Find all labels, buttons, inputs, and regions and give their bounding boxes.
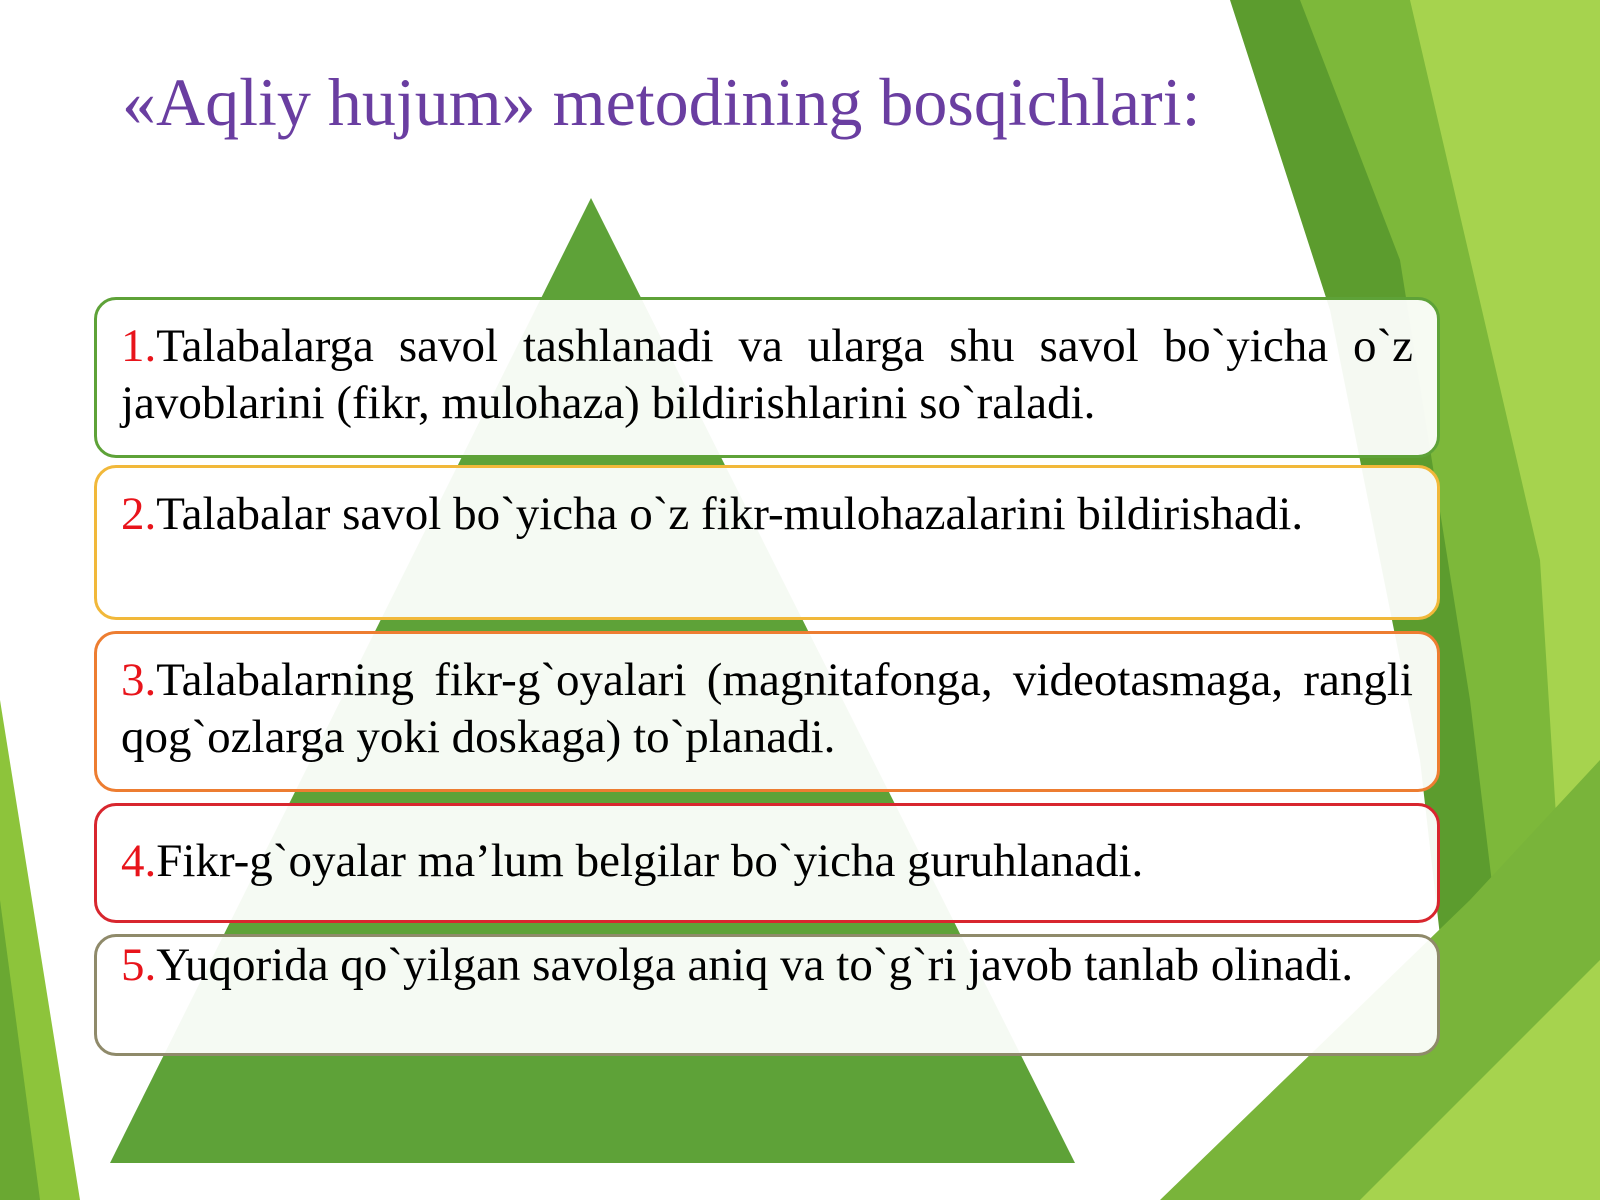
step-text-3 — [121, 652, 1413, 766]
step-box-5 — [94, 934, 1440, 1056]
step-number-5: 5. — [121, 939, 157, 991]
step-label-4: Fikr-g`oyalar ma’lum belgilar bo`yicha guruhlanadi. — [156, 835, 1144, 887]
step-text-4 — [121, 833, 1413, 890]
step-number-3: 3. — [121, 654, 157, 706]
step-box-1 — [94, 297, 1440, 458]
step-label-3: Talabalarning fikr-g`oyalari (magnitafonga, videotasmaga, rangli qog`ozlarga yoki doskaga) to`planadi. — [121, 654, 1413, 763]
slide-title: «Aqliy hujum» metodining bosqichlari: — [122, 64, 1201, 140]
step-label-2: Talabalar savol bo`yicha o`z fikr-mulohazalarini bildirishadi. — [156, 488, 1304, 540]
step-number-1: 1. — [121, 320, 157, 372]
step-label-5: Yuqorida qo`yilgan savolga aniq va to`g`ri javob tanlab olinadi. — [156, 939, 1354, 991]
step-box-3 — [94, 631, 1440, 792]
step-text-5 — [121, 937, 1413, 994]
step-label-1: Talabalarga savol tashlanadi va ularga shu savol bo`yicha o`z javoblarini (fikr, mulohaza) bildirishlarini so`raladi. — [121, 320, 1413, 429]
step-box-4 — [94, 803, 1440, 923]
step-number-4: 4. — [121, 835, 157, 887]
step-number-2: 2. — [121, 488, 157, 540]
step-text-2 — [121, 486, 1413, 543]
step-text-1 — [121, 318, 1413, 432]
step-box-2 — [94, 465, 1440, 620]
